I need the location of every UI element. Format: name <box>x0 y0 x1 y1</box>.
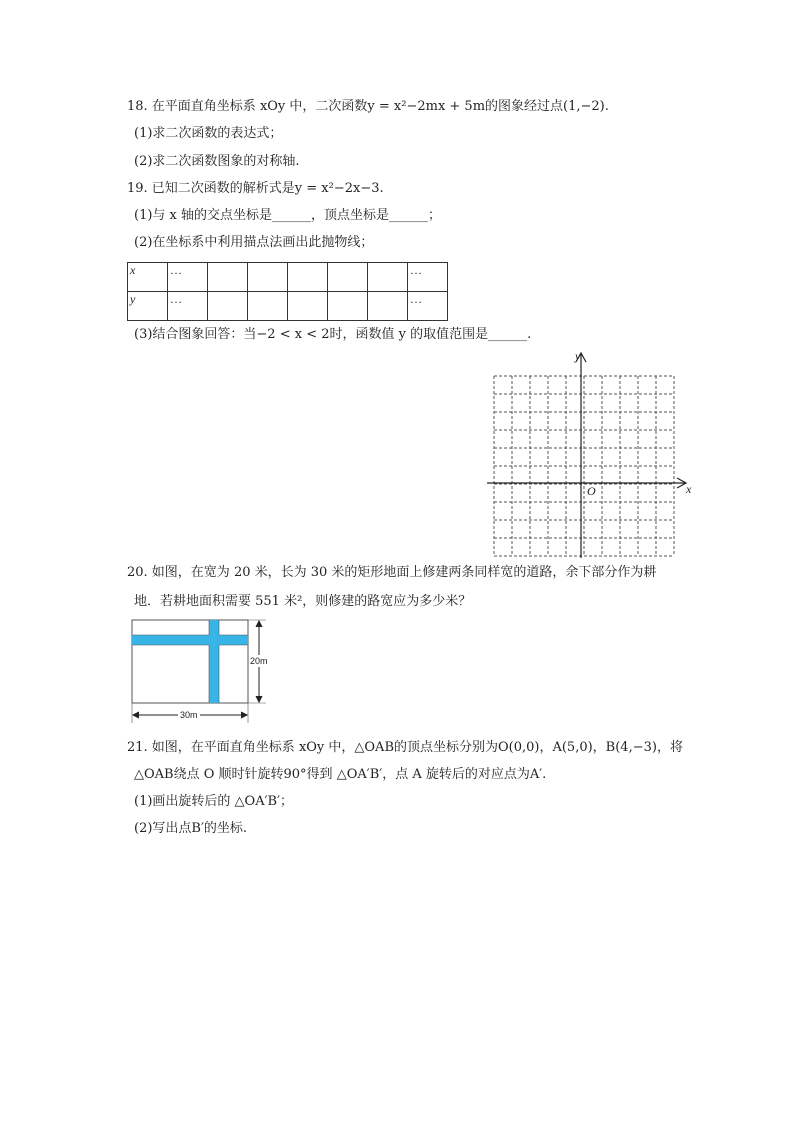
horizontal-road <box>132 635 248 645</box>
q20-line1: 20. 如图，在宽为 20 米，长为 30 米的矩形地面上修建两条同样宽的道路，余下部分作为耕 <box>127 565 657 580</box>
table-cell <box>288 263 328 292</box>
table-cell <box>328 292 368 321</box>
table-cell: … <box>408 263 448 292</box>
q18-part1: (1)求二次函数的表达式； <box>134 126 283 141</box>
q21-part2: (2)写出点B′的坐标. <box>134 821 248 836</box>
table-cell <box>208 263 248 292</box>
table-cell <box>248 263 288 292</box>
table-cell: … <box>168 292 208 321</box>
coordinate-grid <box>485 348 695 563</box>
dashed-gridlines <box>494 376 674 556</box>
q20-line2: 地．若耕地面积需要 551 米²，则修建的路宽应为多少米？ <box>134 594 472 609</box>
arrow-down-icon <box>256 696 262 702</box>
q21-line1: 21. 如图，在平面直角坐标系 xOy 中，△OAB的顶点坐标分别为O(0,0)，A(5,0)，B(4,−3)，将 <box>127 740 683 755</box>
arrow-left-icon <box>133 712 139 718</box>
arrow-up-icon <box>256 621 262 627</box>
q19-part1: (1)与 x 轴的交点坐标是______，顶点坐标是______； <box>134 208 442 223</box>
field-figure <box>129 617 274 729</box>
table-cell: … <box>408 292 448 321</box>
origin-label: O <box>587 484 596 498</box>
table-cell <box>248 292 288 321</box>
table-cell <box>288 292 328 321</box>
table-cell <box>368 292 408 321</box>
width-label: 30m <box>180 710 198 720</box>
table-row-x <box>128 263 448 292</box>
table-row-y <box>128 292 448 321</box>
table-cell: y <box>128 292 168 321</box>
q19-part2: (2)在坐标系中利用描点法画出此抛物线； <box>134 235 374 250</box>
y-axis-label: y <box>575 349 581 363</box>
table-cell <box>328 263 368 292</box>
table-cell: … <box>168 263 208 292</box>
field-rect <box>132 620 248 703</box>
vertical-road <box>209 620 219 703</box>
table-cell <box>208 292 248 321</box>
height-label: 20m <box>250 656 268 666</box>
x-axis-label: x <box>686 482 692 496</box>
table-cell: x <box>128 263 168 292</box>
q19-part3: (3)结合图象回答：当−2 < x < 2时，函数值 y 的取值范围是______. <box>134 327 532 342</box>
arrow-right-icon <box>241 712 247 718</box>
q18-stem: 18. 在平面直角坐标系 xOy 中，二次函数y = x²−2mx + 5m的图象经过点(1,−2). <box>127 99 609 114</box>
q19-stem: 19. 已知二次函数的解析式是y = x²−2x−3. <box>127 181 384 196</box>
q21-part1: (1)画出旋转后的 △OA′B′； <box>134 794 294 809</box>
table-cell <box>368 263 408 292</box>
q18-part2: (2)求二次函数图象的对称轴. <box>134 154 300 169</box>
value-table <box>127 262 448 321</box>
q21-line2: △OAB绕点 O 顺时针旋转90°得到 △OA′B′，点 A 旋转后的对应点为A′. <box>134 767 547 782</box>
